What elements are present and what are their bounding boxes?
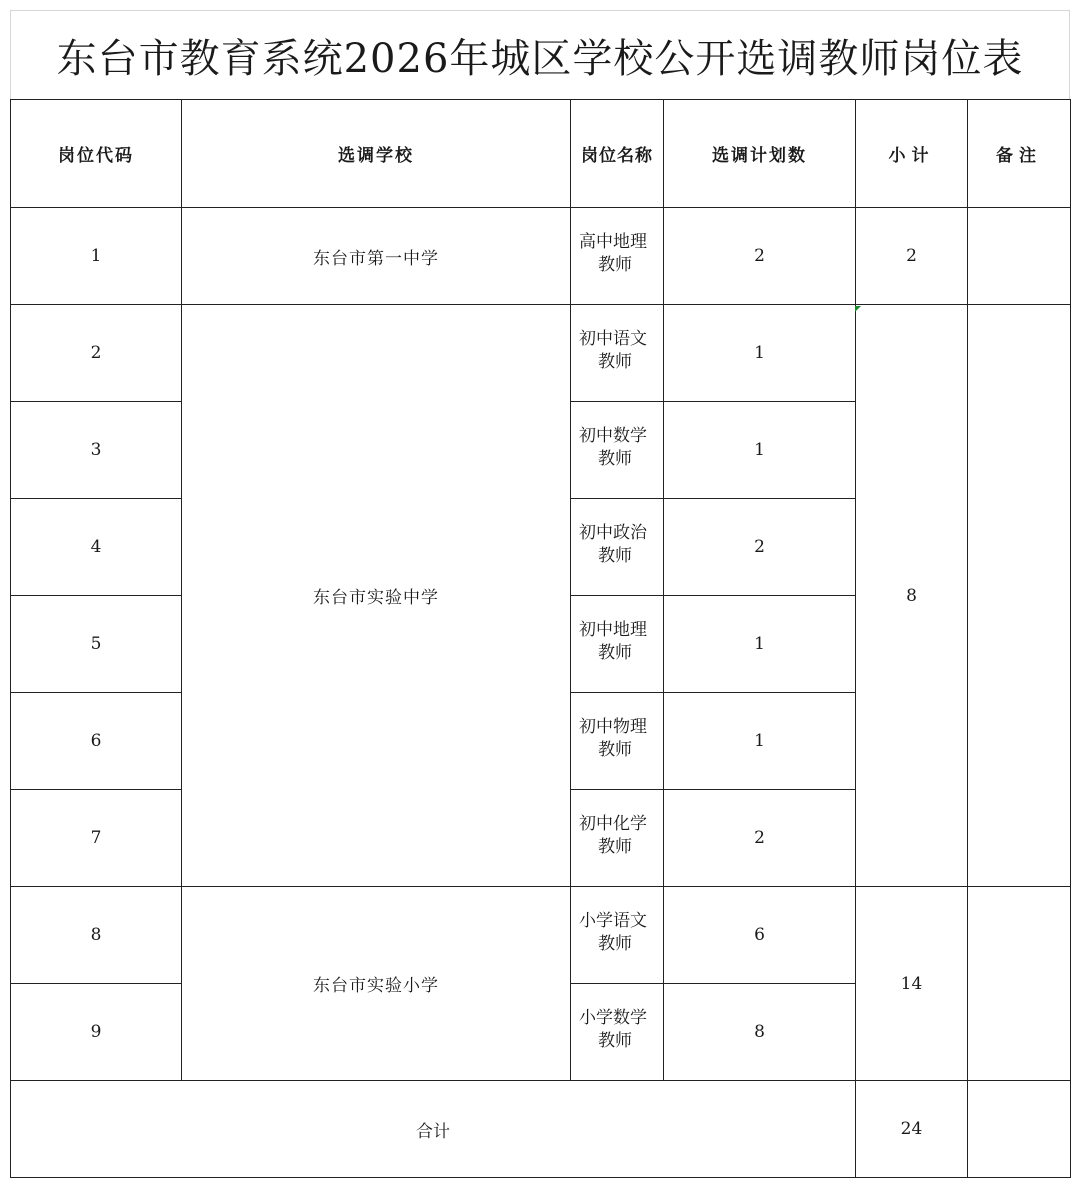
subtotal-cell: 2 — [856, 208, 968, 305]
page-title: 东台市教育系统2026年城区学校公开选调教师岗位表 — [56, 35, 1024, 82]
plan-cell: 2 — [664, 790, 856, 887]
position-cell — [571, 499, 664, 596]
code-cell: 9 — [11, 984, 182, 1081]
position-cell — [571, 596, 664, 693]
code-cell: 1 — [11, 208, 182, 305]
position-line2: 教师 — [598, 1031, 632, 1051]
plan-cell: 1 — [664, 596, 856, 693]
position-cell — [571, 984, 664, 1081]
position-line2: 教师 — [598, 934, 632, 954]
note-cell — [968, 208, 1071, 305]
plan-cell: 1 — [664, 305, 856, 402]
header-row — [11, 100, 1071, 208]
title-bar — [10, 10, 1070, 99]
position-cell — [571, 208, 664, 305]
position-line2: 教师 — [598, 449, 632, 469]
position-cell — [571, 693, 664, 790]
note-cell — [968, 1081, 1071, 1178]
plan-cell: 6 — [664, 887, 856, 984]
position-line1: 初中数学 — [579, 426, 647, 446]
total-row — [11, 1081, 1071, 1178]
subtotal-cell: 14 — [856, 887, 968, 1081]
position-line1: 高中地理 — [579, 232, 647, 252]
position-line2: 教师 — [598, 546, 632, 566]
header-plan: 选调计划数 — [664, 100, 856, 208]
plan-cell: 1 — [664, 402, 856, 499]
table-row — [11, 305, 1071, 402]
position-line2: 教师 — [598, 643, 632, 663]
position-line1: 初中政治 — [579, 523, 647, 543]
cell-comment-marker — [855, 306, 861, 312]
position-cell — [571, 887, 664, 984]
plan-cell: 2 — [664, 208, 856, 305]
header-school: 选调学校 — [182, 100, 571, 208]
plan-cell: 1 — [664, 693, 856, 790]
code-cell: 2 — [11, 305, 182, 402]
school-cell: 东台市实验小学 — [182, 887, 571, 1081]
code-cell: 5 — [11, 596, 182, 693]
position-cell — [571, 305, 664, 402]
position-table — [10, 99, 1071, 1178]
total-value: 24 — [856, 1081, 968, 1178]
school-cell: 东台市实验中学 — [182, 305, 571, 887]
school-cell: 东台市第一中学 — [182, 208, 571, 305]
subtotal-cell: 8 — [856, 305, 968, 887]
position-cell — [571, 402, 664, 499]
position-line1: 小学语文 — [579, 911, 647, 931]
position-cell — [571, 790, 664, 887]
position-line2: 教师 — [598, 837, 632, 857]
total-label: 合计 — [11, 1081, 856, 1178]
code-cell: 7 — [11, 790, 182, 887]
position-line2: 教师 — [598, 740, 632, 760]
position-line1: 初中化学 — [579, 814, 647, 834]
code-cell: 8 — [11, 887, 182, 984]
table-row — [11, 208, 1071, 305]
position-table-sheet — [10, 10, 1070, 1178]
code-cell: 6 — [11, 693, 182, 790]
position-line2: 教师 — [598, 352, 632, 372]
note-cell — [968, 887, 1071, 1081]
position-line1: 小学数学 — [579, 1008, 647, 1028]
position-line1: 初中物理 — [579, 717, 647, 737]
header-note: 备注 — [968, 100, 1071, 208]
header-subtotal: 小计 — [856, 100, 968, 208]
table-row — [11, 887, 1071, 984]
position-line1: 初中语文 — [579, 329, 647, 349]
note-cell — [968, 305, 1071, 887]
position-line1: 初中地理 — [579, 620, 647, 640]
code-cell: 4 — [11, 499, 182, 596]
code-cell: 3 — [11, 402, 182, 499]
header-code: 岗位代码 — [11, 100, 182, 208]
position-line2: 教师 — [598, 255, 632, 275]
header-position: 岗位名称 — [571, 100, 664, 208]
plan-cell: 2 — [664, 499, 856, 596]
plan-cell: 8 — [664, 984, 856, 1081]
